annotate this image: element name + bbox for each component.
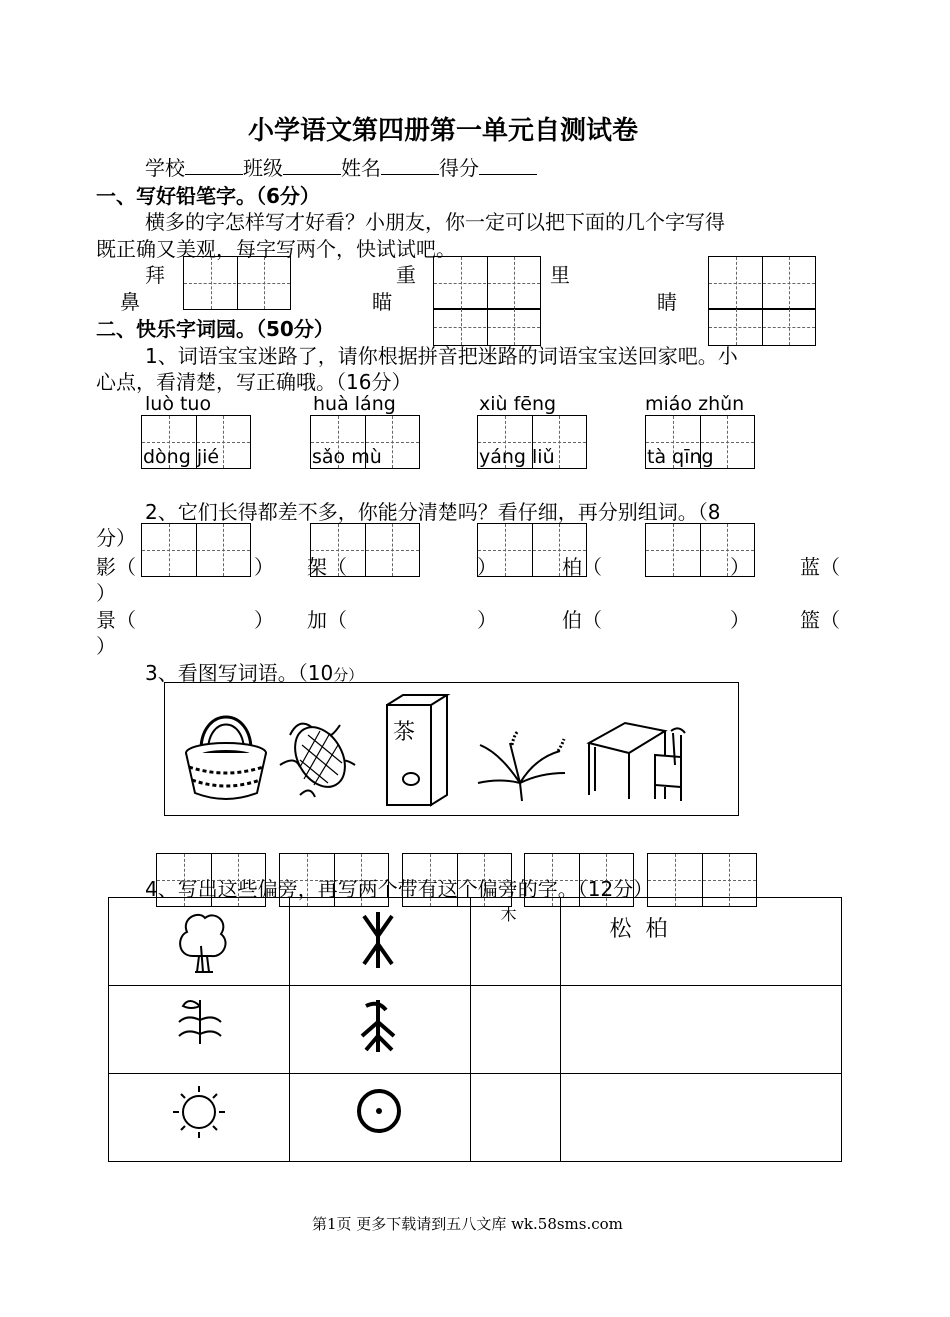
oracle-mu-icon bbox=[358, 910, 398, 970]
sun-cell bbox=[109, 1074, 290, 1162]
pinyin-taqing: tà qīng bbox=[647, 446, 714, 468]
q2-ying: 影（ bbox=[96, 555, 136, 579]
oracle-ri-cell bbox=[289, 1074, 470, 1162]
example-chars-cell[interactable] bbox=[561, 898, 842, 986]
section1-heading: 一、写好铅笔字。（6分） bbox=[96, 184, 320, 208]
section2-heading: 二、快乐字词园。（50分） bbox=[96, 317, 334, 341]
q2-ying-close: ） bbox=[254, 555, 274, 579]
q3-heading-small: 分） bbox=[333, 666, 364, 684]
word-grid[interactable] bbox=[141, 523, 251, 577]
page-title: 小学语文第四册第一单元自测试卷 bbox=[248, 116, 639, 146]
oracle-ri-icon bbox=[354, 1086, 404, 1136]
tree-icon bbox=[173, 906, 233, 976]
pinyin-dongjie: dòng jié bbox=[143, 446, 220, 468]
q2-jia2-close: ） bbox=[477, 608, 497, 632]
q2-line1: 2、它们长得都差不多，你能分清楚吗？看仔细，再分别组词。（8 bbox=[145, 500, 721, 524]
q2-lan: 蓝（ bbox=[800, 555, 840, 579]
q1-line2: 心点，看清楚，写正确哦。（16分） bbox=[96, 370, 412, 394]
q2-bo: 伯（ bbox=[562, 608, 602, 632]
seedling-cell bbox=[109, 986, 290, 1074]
basket-icon bbox=[181, 695, 271, 805]
oracle-he-cell bbox=[289, 986, 470, 1074]
page-footer: 第1页 更多下载请到五八文库 wk.58sms.com bbox=[312, 1215, 623, 1233]
pinyin-xiufeng: xiù fēng bbox=[479, 393, 557, 415]
school-blank[interactable] bbox=[185, 154, 243, 175]
pinyin-hualang: huà láng bbox=[313, 393, 396, 415]
svg-text:茶: 茶 bbox=[393, 720, 416, 745]
radical-answer-cell[interactable] bbox=[470, 986, 561, 1074]
score-blank[interactable] bbox=[479, 154, 537, 175]
pinyin-miaozhun: miáo zhǔn bbox=[645, 393, 745, 415]
q2-jia-close: ） bbox=[477, 555, 497, 579]
example-chars-cell[interactable] bbox=[561, 1074, 842, 1162]
radical-answer-cell[interactable] bbox=[470, 1074, 561, 1162]
q2-row1-tail: ） bbox=[96, 581, 116, 605]
char-li: 里 bbox=[550, 263, 570, 287]
header-fields bbox=[145, 152, 537, 181]
rice-plant-icon bbox=[470, 723, 570, 803]
picture-frame bbox=[164, 682, 739, 816]
seedling-icon bbox=[175, 992, 225, 1047]
pineapple-icon bbox=[270, 705, 370, 805]
char-zhong: 重 bbox=[396, 263, 416, 287]
school-label: 学校 bbox=[145, 156, 185, 180]
q2-bai-close: ） bbox=[730, 555, 750, 579]
name-label: 姓名 bbox=[341, 156, 381, 180]
example-chars-cell[interactable] bbox=[561, 986, 842, 1074]
oracle-he-icon bbox=[358, 996, 398, 1056]
char-bai: 拜 bbox=[145, 263, 165, 287]
desk-chair-icon bbox=[585, 703, 695, 803]
oracle-mu-cell bbox=[289, 898, 470, 986]
char-miao: 瞄 bbox=[372, 290, 392, 314]
q2-jing-close: ） bbox=[254, 608, 274, 632]
writing-grid[interactable] bbox=[433, 256, 541, 310]
tree-cell bbox=[109, 898, 290, 986]
name-blank[interactable] bbox=[381, 154, 439, 175]
pinyin-yangliu: yáng liǔ bbox=[479, 446, 555, 468]
q3-heading-main: 3、看图写词语。（10 bbox=[145, 661, 334, 685]
q2-bai: 柏（ bbox=[562, 555, 602, 579]
writing-grid[interactable] bbox=[183, 256, 291, 310]
section1-instruction-1: 横多的字怎样写才好看？小朋友，你一定可以把下面的几个字写得 bbox=[145, 210, 725, 234]
q2-jing: 景（ bbox=[96, 608, 136, 632]
example-chars: 松 柏 bbox=[609, 917, 668, 942]
q1-line1: 1、词语宝宝迷路了，请你根据拼音把迷路的词语宝宝送回家吧。小 bbox=[145, 344, 738, 368]
table-row bbox=[109, 1074, 842, 1162]
q2-line2: 分） bbox=[96, 526, 136, 550]
char-jing: 睛 bbox=[657, 290, 677, 314]
q2-row2-tail: ） bbox=[96, 634, 116, 658]
q2-jia2: 加（ bbox=[307, 608, 347, 632]
score-label: 得分 bbox=[439, 156, 479, 180]
q2-lan2: 篮（ bbox=[800, 608, 840, 632]
sun-icon bbox=[169, 1082, 229, 1142]
radical-table bbox=[108, 897, 842, 1162]
char-bi: 鼻 bbox=[120, 290, 140, 314]
table-row bbox=[109, 986, 842, 1074]
q2-jia: 架（ bbox=[307, 555, 347, 579]
q4-heading: 4、写出这些偏旁，再写两个带有这个偏旁的字。（12分） bbox=[145, 877, 654, 901]
tea-box-icon bbox=[383, 691, 451, 809]
pinyin-saomu: sǎo mù bbox=[312, 446, 382, 468]
section1-instruction-2: 既正确又美观，每字写两个，快试试吧。 bbox=[96, 237, 456, 261]
class-blank[interactable] bbox=[283, 154, 341, 175]
table-row bbox=[109, 898, 842, 986]
pinyin-luotuo: luò tuo bbox=[145, 393, 212, 415]
writing-grid[interactable] bbox=[708, 256, 816, 310]
q2-bo-close: ） bbox=[730, 608, 750, 632]
radical-mu: 木 bbox=[500, 905, 517, 924]
class-label: 班级 bbox=[243, 156, 283, 180]
radical-answer-cell[interactable] bbox=[470, 898, 561, 986]
